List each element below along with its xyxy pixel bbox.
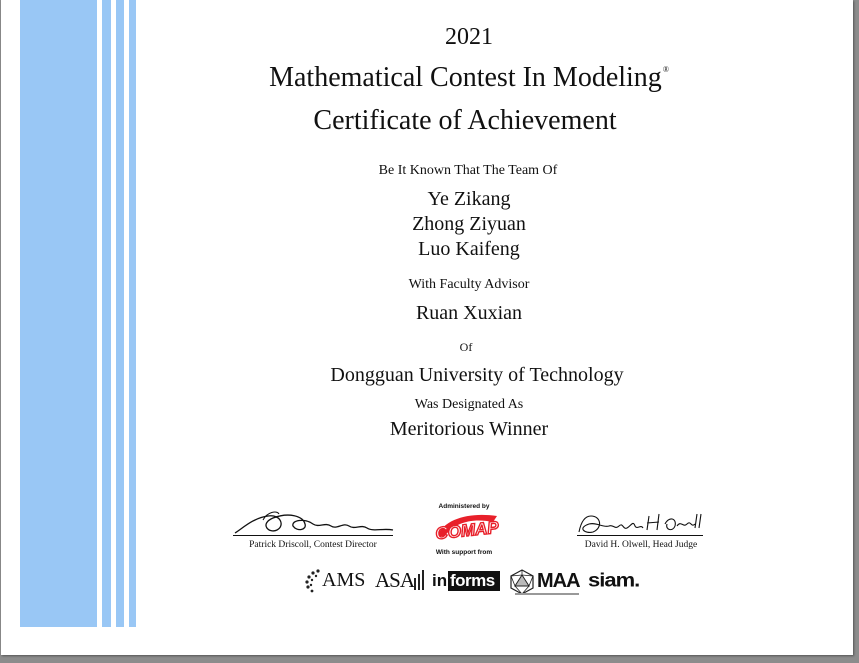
team-member-2: Zhong Ziyuan [412, 213, 526, 235]
ams-logo [304, 567, 370, 595]
maa-text: MAA [537, 570, 580, 592]
judge-signature-line [577, 535, 703, 536]
stripe-4 [129, 0, 136, 627]
judge-caption: David H. Olwell, Head Judge [584, 540, 698, 550]
contest-year: 2021 [445, 24, 493, 50]
informs-text-forms: forms [450, 571, 495, 590]
institution-name: Dongguan University of Technology [330, 364, 624, 386]
maa-icosahedron-icon [509, 569, 535, 595]
ams-text: AMS [322, 569, 366, 591]
designation-intro: Was Designated As [414, 397, 524, 412]
informs-text-in: in [432, 571, 448, 590]
certificate-title: Certificate of Achievement [313, 105, 617, 136]
stripe-3 [116, 0, 124, 627]
comap-logo [431, 510, 503, 544]
certificate-page [1, 0, 853, 655]
of-label: Of [459, 340, 473, 354]
asa-logo [375, 568, 427, 594]
stripe-wide [20, 0, 97, 627]
asa-text: ASA [375, 568, 415, 592]
faculty-advisor: Ruan Xuxian [415, 302, 523, 324]
judge-signature [573, 510, 713, 536]
administered-by: Administered by [438, 503, 490, 510]
maa-logo [509, 569, 581, 597]
team-member-1: Ye Zikang [427, 188, 511, 210]
informs-logo [432, 571, 502, 593]
registered-mark: ® [662, 65, 669, 74]
with-support: With support from [435, 549, 493, 556]
director-caption: Patrick Driscoll, Contest Director [249, 540, 377, 550]
ams-emblem-icon [304, 567, 324, 593]
maa-subtitle-rule [515, 593, 579, 595]
designation: Meritorious Winner [389, 418, 549, 440]
comap-logo-text: COMAP [434, 517, 500, 544]
asa-bars-icon [413, 570, 427, 592]
stripe-2 [102, 0, 111, 627]
team-intro: Be It Known That The Team Of [378, 163, 558, 178]
contest-name: Mathematical Contest In Modeling® [269, 62, 669, 93]
siam-text: siam. [588, 568, 640, 591]
director-signature-line [233, 535, 393, 536]
director-signature [233, 506, 398, 536]
advisor-intro: With Faculty Advisor [408, 277, 530, 292]
siam-logo [588, 569, 654, 595]
team-member-3: Luo Kaifeng [418, 238, 520, 260]
